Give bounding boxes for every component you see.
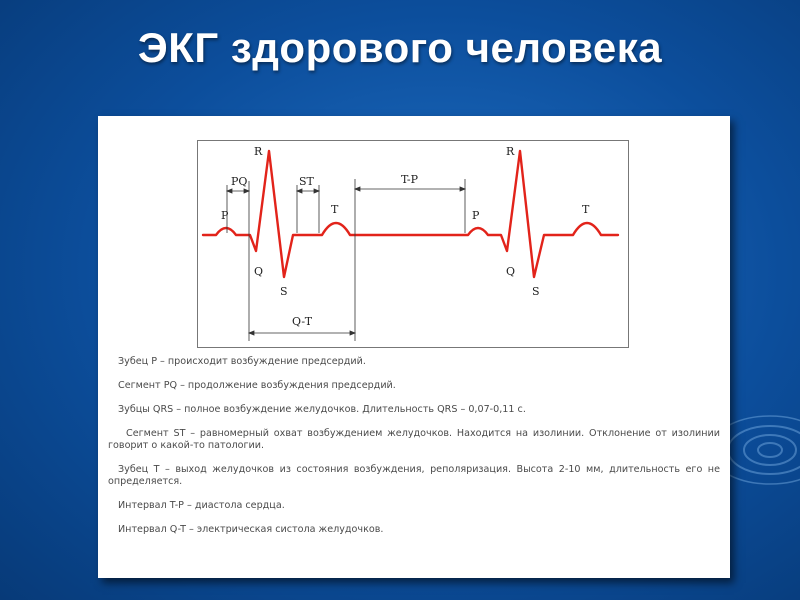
label-q-2: Q: [506, 265, 516, 278]
note-qrs-complex: Зубцы QRS – полное возбуждение желудочков. Длительность QRS – 0,07-0,11 с.: [118, 404, 526, 415]
label-s-1: S: [280, 285, 288, 298]
note-t-wave: Зубец T – выход желудочков из состояния возбуждения, реполяризация. Высота 2-10 мм, длительность его не определяется.: [108, 464, 720, 487]
note-tp-interval: Интервал T-P – диастола сердца.: [118, 500, 285, 511]
label-st: ST: [299, 175, 314, 188]
ecg-diagram: [197, 140, 629, 348]
label-t-1: T: [331, 203, 339, 216]
slide-title: ЭКГ здорового человека: [137, 24, 663, 71]
label-r-2: R: [506, 145, 515, 158]
interval-arrows: [227, 187, 465, 335]
note-p-wave: Зубец P – происходит возбуждение предсердий.: [118, 356, 366, 367]
label-pq: PQ: [231, 175, 248, 188]
label-r-1: R: [254, 145, 263, 158]
ecg-svg: [198, 141, 628, 347]
note-pq-segment: Сегмент PQ – продолжение возбуждения предсердий.: [118, 380, 396, 391]
label-p-1: P: [221, 209, 229, 222]
note-st-segment: Сегмент ST – равномерный охват возбуждением желудочков. Находится на изолинии. Отклонение от изолинии говорит о какой-то патологии.: [108, 428, 720, 451]
note-qt-interval: Интервал Q-T – электрическая систола желудочков.: [118, 524, 384, 535]
ecg-notes: [108, 356, 720, 548]
label-q-1: Q: [254, 265, 264, 278]
content-card: [98, 116, 730, 578]
label-p-2: P: [472, 209, 480, 222]
label-s-2: S: [532, 285, 540, 298]
label-tp: T-P: [401, 173, 419, 186]
label-t-2: T: [582, 203, 590, 216]
ecg-trace: [203, 151, 618, 277]
label-qt: Q-T: [292, 315, 313, 328]
